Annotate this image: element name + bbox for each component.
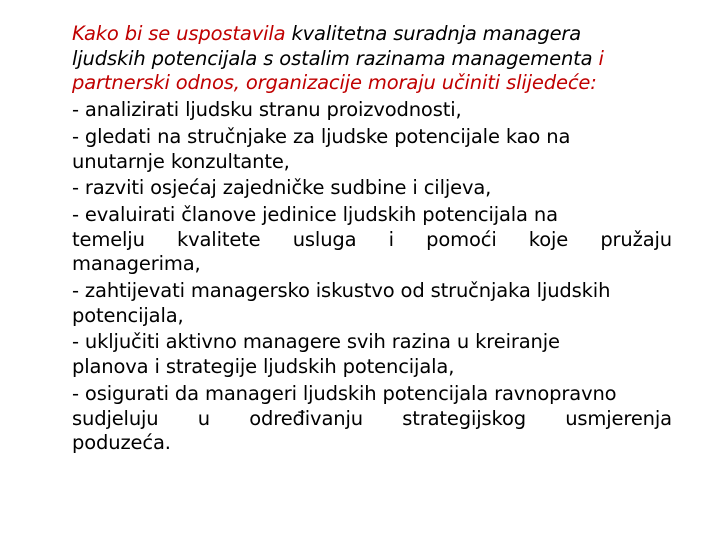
word: u [197, 406, 210, 430]
intro-line-3: partnerski odnos, organizacije moraju učiniti slijedeće: [72, 71, 597, 95]
word: određivanju [249, 406, 363, 430]
list-item: - zahtijevati managersko iskustvo od stručnjaka ljudskih [72, 279, 611, 303]
list-item-continuation: planova i strategije ljudskih potencijala, [72, 355, 455, 379]
slide-body-text [72, 22, 672, 456]
list-item: - analizirati ljudsku stranu proizvodnosti, [72, 98, 462, 122]
list-item-continuation [72, 228, 672, 253]
list-item-continuation: poduzeća. [72, 431, 171, 455]
word: pomoći [426, 227, 497, 251]
word: temelju [72, 227, 145, 251]
word: usmjerenja [565, 406, 672, 430]
list-item: - osigurati da manageri ljudskih potencijala ravnopravno [72, 381, 617, 405]
word: pružaju [600, 227, 672, 251]
word: kvalitete [176, 227, 261, 251]
word: sudjeluju [72, 406, 159, 430]
intro-paragraph [72, 22, 672, 96]
intro-line-1 [72, 22, 672, 47]
list-item-continuation: potencijala, [72, 303, 184, 327]
list-item: - uključiti aktivno managere svih razina u kreiranje [72, 330, 560, 354]
list-item-continuation: managerima, [72, 252, 201, 276]
list-item: - evaluirati članove jedinice ljudskih potencijala na [72, 202, 558, 226]
intro-highlight: Kako bi se uspostavila [72, 22, 286, 45]
list-item-continuation [72, 407, 672, 432]
list-item-continuation: unutarnje konzultante, [72, 149, 290, 173]
word: koje [528, 227, 569, 251]
list-item: - gledati na stručnjake za ljudske potencijale kao na [72, 124, 571, 148]
intro-highlight: i [598, 46, 604, 70]
intro-line-2 [72, 47, 672, 72]
word: usluga [292, 227, 357, 251]
word: i [388, 227, 394, 251]
list-item: - razviti osjećaj zajedničke sudbine i ciljeva, [72, 176, 492, 200]
intro-text: ljudskih potencijala s ostalim razinama managementa [72, 46, 593, 70]
word: strategijskog [402, 406, 526, 430]
intro-text: kvalitetna suradnja managera [291, 22, 582, 45]
